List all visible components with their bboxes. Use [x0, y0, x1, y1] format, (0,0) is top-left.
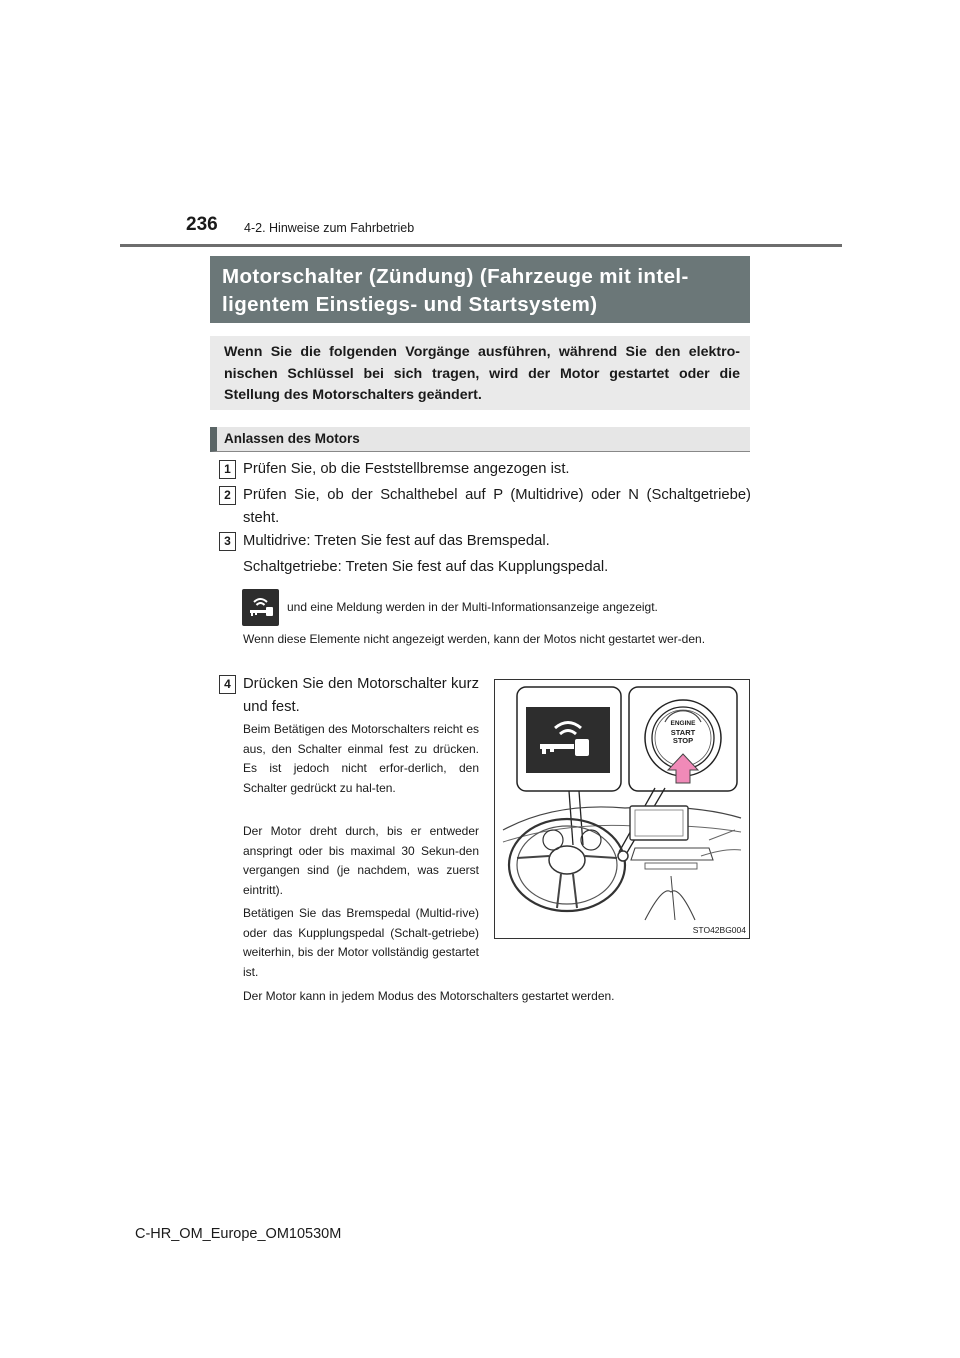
- final-note: Der Motor kann in jedem Modus des Motorschalters gestartet werden.: [243, 989, 615, 1003]
- title-line-1: Motorschalter (Zündung) (Fahrzeuge mit intel-: [222, 265, 689, 288]
- step-4-label: Drücken Sie den Motorschalter kurz und fest.: [243, 676, 479, 715]
- dashboard-illustration: [494, 679, 750, 939]
- step-3-text-2: Schaltgetriebe: Treten Sie fest auf das Kupplungspedal.: [243, 559, 609, 575]
- figure-id: STO42BG004: [692, 925, 746, 935]
- step-4-text: [243, 673, 479, 719]
- section-header: 4-2. Hinweise zum Fahrbetrieb: [244, 221, 415, 235]
- step-4-note-3: Betätigen Sie das Bremspedal (Multid-rive) oder das Kupplungspedal (Schalt-getriebe) weiterhin, bis der Motor vollständig gestartet ist.: [243, 906, 479, 979]
- footer: C-HR_OM_Europe_OM10530M: [135, 1226, 342, 1242]
- page-number: 236: [186, 214, 218, 235]
- subheading: Anlassen des Motors: [224, 431, 360, 446]
- start-button-label: [645, 720, 721, 746]
- step-number-4: 4: [219, 675, 236, 694]
- step-number-1: 1: [219, 460, 236, 479]
- page-title: [222, 263, 742, 319]
- indicator-note: und eine Meldung werden in der Multi-Informationsanzeige angezeigt.: [287, 600, 658, 614]
- header-rule: [120, 244, 842, 247]
- step-2-text: Prüfen Sie, ob der Schalthebel auf P (Multidrive) oder N (Schaltgetriebe) steht.: [243, 487, 751, 526]
- dashboard-drawing: [495, 680, 749, 938]
- step-3-text: Multidrive: Treten Sie fest auf das Bremspedal.: [243, 533, 550, 549]
- button-text-engine: ENGINE: [670, 720, 696, 727]
- step-number-2: 2: [219, 486, 236, 505]
- key-indicator-icon: [242, 589, 279, 626]
- button-text-start: START: [670, 727, 696, 737]
- intro-text: Wenn Sie die folgenden Vorgänge ausführen, während Sie den elektro-nischen Schlüssel bei sich tragen, wird der Motor gestartet oder die Stellung des Motorschalters geändert.: [224, 344, 740, 403]
- step-number-3: 3: [219, 532, 236, 551]
- step-4-note-1: Beim Betätigen des Motorschalters reicht es aus, den Schalter einmal fest zu drücken. Es ist jedoch nicht erfor-derlich, den Schalter gedrückt zu hal-ten.: [243, 722, 479, 795]
- button-text-stop: STOP: [672, 736, 694, 745]
- title-line-2: ligentem Einstiegs- und Startsystem): [222, 293, 598, 316]
- step-4-note-2: Der Motor dreht durch, bis er entweder anspringt oder bis maximal 30 Sekun-den vergangen sind (je nachdem, was zuerst eintritt).: [243, 824, 479, 897]
- step-1-text: Prüfen Sie, ob die Feststellbremse angezogen ist.: [243, 461, 570, 477]
- warning-note: Wenn diese Elemente nicht angezeigt werden, kann der Motos nicht gestartet wer-den.: [243, 632, 706, 646]
- key-indicator-glyph: [242, 589, 279, 626]
